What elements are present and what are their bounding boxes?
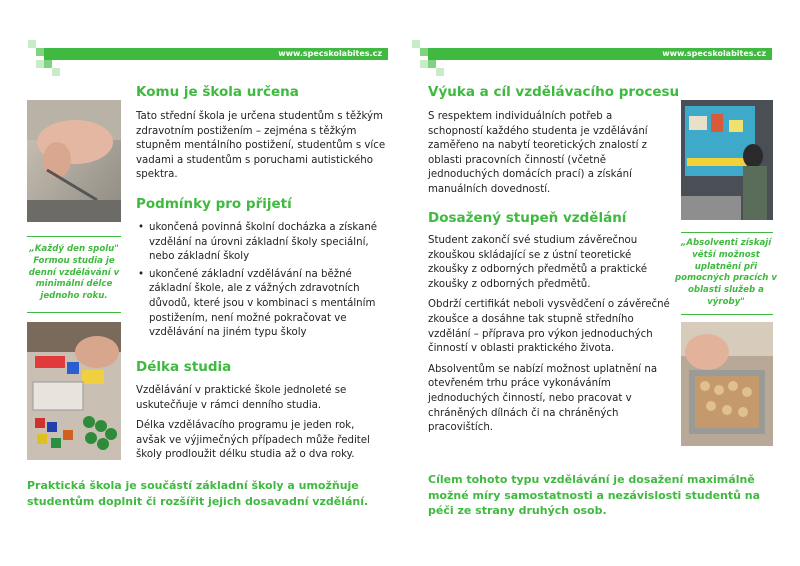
heading-stupen: Dosažený stupeň vzdělání [428, 210, 627, 226]
decor-square [28, 40, 36, 48]
heading-vyuka: Výuka a cíl vzdělávacího procesu [428, 84, 680, 100]
delka-paragraph: Délka vzdělávacího programu je jeden rok, avšak ve výjimečných případech může ředitel školy prodloužit délku studia až o dva roky. [136, 420, 370, 461]
decor-square [420, 60, 428, 68]
decor-square [36, 60, 44, 68]
header-bar [428, 48, 772, 60]
list-item: • ukončená povinná školní docházka a získané vzdělání na úrovni základní školy speciální, nebo základní školy [136, 221, 382, 265]
komu-paragraph: Tato střední škola je určena studentům s těžkým zdravotním postižením – zejména s těžkým stupněm mentálního postižení, studentům s více vadami a studentům s poruchami autistického spektra. [136, 111, 386, 181]
header-bar [44, 48, 388, 60]
website-url[interactable]: www.specskolabites.cz [278, 49, 382, 58]
quote-rule [681, 314, 773, 315]
stupen-paragraph: Absolventům se nabízí možnost uplatnění na otevřeném trhu práce vykonáváním jednoduchých činností, nebo pracovat v chráněných dílnách či na chráněných pracovištích. [428, 363, 658, 434]
heading-komu: Komu je škola určena [136, 84, 299, 100]
decor-square [412, 40, 420, 48]
right-page [400, 0, 800, 566]
decor-square [52, 68, 60, 76]
stupen-paragraph: Obdrží certifikát neboli vysvědčení o závěrečné zkoušce a dosáhne tak stupně středního vzdělání – příprava pro výkon jednoduchých činností v oblasti praktického života. [428, 299, 670, 355]
stupen-paragraph: Student zakončí své studium závěrečnou zkouškou skládající se z ústní teoretické zkoušky z odborných předmětů a praktické zkoušky z odborných předmětů. [428, 235, 648, 290]
vyuka-paragraph: S respektem individuálních potřeb a schopností každého studenta je vzdělávání zaměřeno na nabytí teoretických znalostí z oblasti pracovních činností (včetně jednoduchých domácích prací) a získání manuálních dovedností. [428, 111, 648, 195]
website-url[interactable]: www.specskolabites.cz [662, 49, 766, 58]
decor-square [36, 48, 44, 56]
heading-podminky: Podmínky pro přijetí [136, 196, 292, 212]
delka-text [136, 384, 376, 463]
podminky-list [136, 221, 382, 344]
quote-daily: „Každý den spolu" Formou studia je denní vzdělávání v minimální délce jednoho roku. [28, 244, 120, 302]
decor-square [436, 68, 444, 76]
list-item: • ukončené základní vzdělávání na běžné základní škole, ale z vážných zdravotních důvodů, které jsou v kombinaci s mentálním postižením, není možné pokračovat ve vzdělávání na jiném typu školy [136, 268, 382, 341]
decor-square [428, 60, 436, 68]
photo-baking [681, 322, 773, 446]
vyuka-text [428, 110, 668, 198]
quote-rule [27, 236, 121, 237]
quote-rule [27, 312, 121, 313]
quote-graduates: „Absolventi získají větší možnost uplatnění při pomocných pracích v oblasti služeb a výroby" [675, 238, 777, 307]
delka-paragraph: Vzdělávání v praktické škole jednoleté se uskutečňuje v rámci denního studia. [136, 385, 347, 411]
heading-delka: Délka studia [136, 359, 232, 375]
decor-square [44, 60, 52, 68]
photo-sorting-shapes [27, 322, 121, 460]
photo-hand-drawing [27, 100, 121, 222]
decor-square [420, 48, 428, 56]
conclusion-right: Cílem tohoto typu vzdělávání je dosažení maximálně možné míry samostatnosti a nezávislosti studentů na péči ze strany druhých osob. [428, 473, 761, 517]
quote-rule [681, 232, 773, 233]
conclusion-left: Praktická škola je součástí základní školy a umožňuje studentům doplnit či rozšířit jejich dosavadní vzdělání. [27, 479, 369, 508]
komu-text [136, 110, 388, 183]
photo-interactive-board [681, 100, 773, 220]
stupen-text [428, 234, 670, 436]
